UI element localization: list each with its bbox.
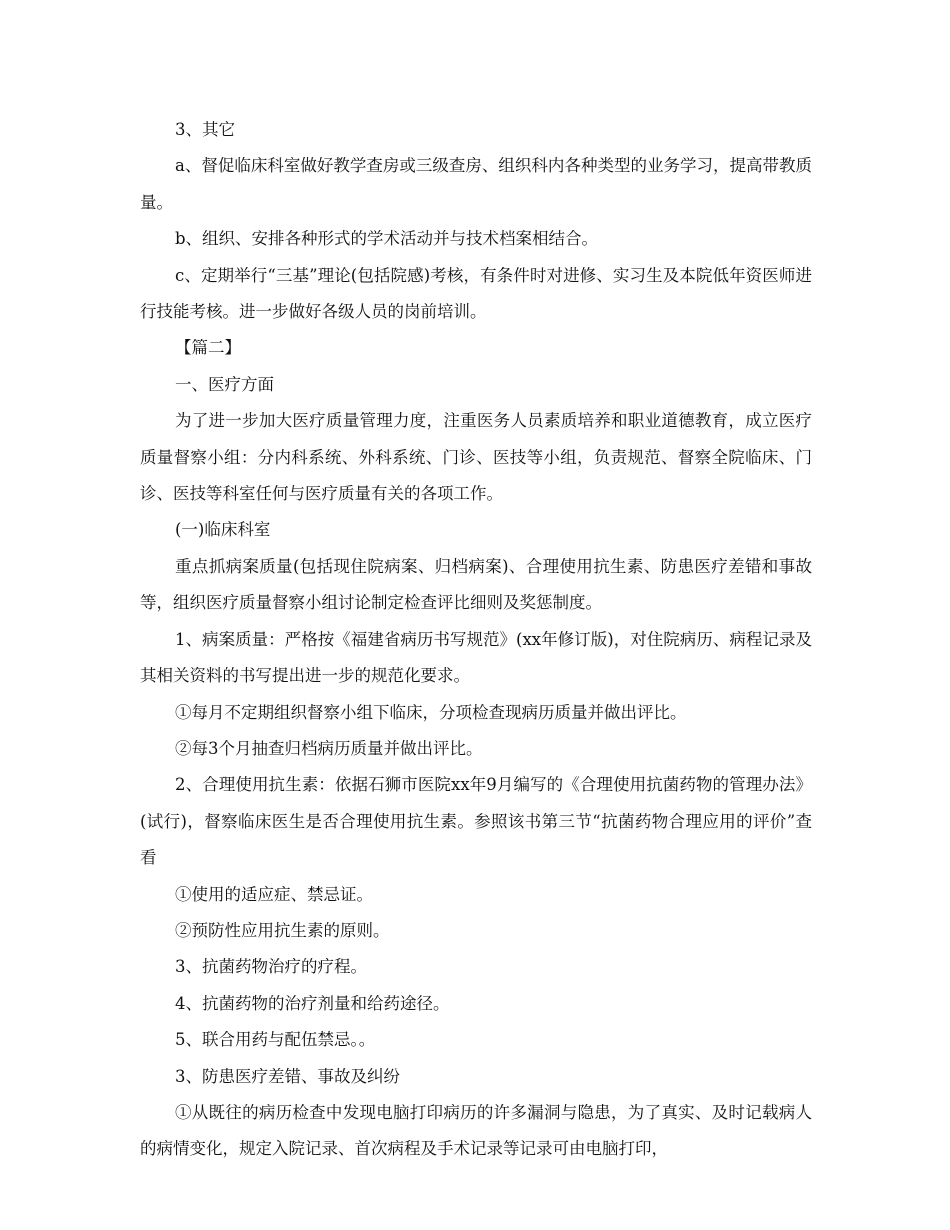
- paragraph-item-b: b、组织、安排各种形式的学术活动并与技术档案相结合。: [175, 229, 599, 249]
- section-heading-medical: 一、医疗方面: [175, 374, 274, 394]
- paragraph-item-a: a、督促临床科室做好教学查房或三级查房、组织科内各种类型的业务学习，提高带教质量。: [140, 156, 812, 212]
- list-item-monthly-check: ①每月不定期组织督察小组下临床，分项检查现病历质量并做出评比。: [175, 702, 687, 722]
- document-body: [140, 112, 812, 1168]
- list-item-prophylaxis: ②预防性应用抗生素的原则。: [175, 920, 390, 940]
- paragraph-item-c: c、定期举行“三基”理论(包括院感)考核，有条件时对进修、实习生及本院低年资医师进行技能考核。进一步做好各级人员的岗前培训。: [140, 265, 812, 322]
- list-item-dosage: 4、抗菌药物的治疗剂量和给药途径。: [175, 993, 450, 1013]
- list-item-combination: 5、联合用药与配伍禁忌。。: [175, 1030, 376, 1050]
- section-heading-error-prevention: 3、防患医疗差错、事故及纠纷: [175, 1066, 400, 1086]
- list-item-course: 3、抗菌药物治疗的疗程。: [175, 957, 367, 977]
- paragraph-antibiotics: 2、合理使用抗生素：依据石狮市医院xx年9月编写的《合理使用抗菌药物的管理办法》(试行)，督察临床医生是否合理使用抗生素。参照该书第三节“抗菌药物合理应用的评价”查看: [140, 775, 812, 868]
- section-heading-other: 3、其它: [175, 120, 235, 139]
- part-two-heading: 【篇二】: [175, 338, 241, 358]
- paragraph-clinical-focus: 重点抓病案质量(包括现住院病案、归档病案)、合理使用抗生素、防患医疗差错和事故等，组织医疗质量督察小组讨论制定检查评比细则及奖惩制度。: [140, 556, 812, 613]
- list-item-quarterly-check: ②每3个月抽查归档病历质量并做出评比。: [175, 738, 483, 758]
- paragraph-printed-records: ①从既往的病历检查中发现电脑打印病历的许多漏洞与隐患，为了真实、及时记载病人的病情变化，规定入院记录、首次病程及手术记录等记录可由电脑打印，: [140, 1102, 812, 1159]
- subsection-heading-clinical: (一)临床科室: [175, 520, 271, 540]
- list-item-indications: ①使用的适应症、禁忌证。: [175, 884, 373, 904]
- paragraph-record-quality: 1、病案质量：严格按《福建省病历书写规范》(xx年修订版)，对住院病历、病程记录及其相关资料的书写提出进一步的规范化要求。: [140, 629, 812, 686]
- paragraph-quality-intro: 为了进一步加大医疗质量管理力度，注重医务人员素质培养和职业道德教育，成立医疗质量督察小组：分内科系统、外科系统、门诊、医技等小组，负责规范、督察全院临床、门诊、医技等科室任何与医疗质量有关的各项工作。: [140, 411, 812, 504]
